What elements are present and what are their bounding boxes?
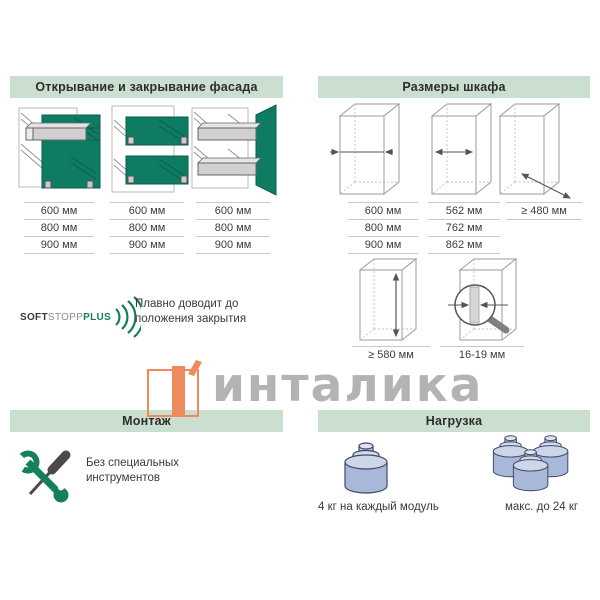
panel-thickness-magnifier-icon [448, 256, 543, 348]
table-cell: 600 мм [24, 202, 94, 219]
cabinet-depth-icon [492, 100, 580, 205]
facade-open-diagram-icon [190, 102, 290, 197]
cabinet-inner-width-table [428, 202, 500, 254]
intalika-watermark-text: инталика [212, 358, 484, 413]
cabinet-internal-width-icon [424, 100, 499, 205]
table-cell: 600 мм [196, 202, 270, 219]
table-cell: 600 мм [348, 202, 418, 219]
section-header-facade [10, 76, 283, 98]
softstopp-logo [20, 296, 141, 338]
section-title-cabinet: Размеры шкафа [402, 80, 506, 94]
table-cell: 800 мм [348, 219, 418, 236]
tools-icon [14, 446, 78, 506]
section-title-facade: Открывание и закрывание фасада [35, 80, 258, 94]
montage-note-line2: инструментов [86, 472, 160, 484]
cabinet-height-value: ≥ 580 мм [352, 346, 430, 363]
section-header-cabinet [318, 76, 590, 98]
table-cell: 600 мм [110, 202, 184, 219]
table-cell: 900 мм [196, 236, 270, 253]
panel-thickness-value: 16-19 мм [440, 346, 524, 363]
table-cell: 762 мм [428, 219, 500, 236]
table-cell: 862 мм [428, 236, 500, 253]
softstopp-note-line2: положения закрытия [135, 313, 247, 325]
softstopp-stopp: STOPP [47, 311, 84, 323]
table-cell: 562 мм [428, 202, 500, 219]
facade-width-table-2 [110, 202, 184, 254]
table-cell: 900 мм [24, 236, 94, 253]
facade-width-table-3 [196, 202, 270, 254]
table-cell: 900 мм [110, 236, 184, 253]
facade-width-table-1 [24, 202, 94, 254]
softstopp-label [20, 312, 111, 323]
montage-note-line1: Без специальных [86, 457, 180, 469]
table-cell: 800 мм [110, 219, 184, 236]
weight-icon [336, 436, 396, 498]
table-cell: 900 мм [348, 236, 418, 253]
cabinet-depth-value: ≥ 480 мм [506, 202, 582, 220]
table-cell: 800 мм [24, 219, 94, 236]
cabinet-height-icon [352, 256, 432, 348]
section-title-load: Нагрузка [425, 414, 483, 428]
facade-two-flaps-diagram-icon [104, 102, 194, 197]
load-per-module-label: 4 кг на каждый модуль [318, 501, 439, 513]
cabinet-width-table [348, 202, 418, 254]
montage-note [86, 456, 216, 486]
cabinet-external-width-icon [330, 100, 415, 205]
softstopp-note [135, 297, 275, 327]
softstopp-soft: SOFT [20, 311, 48, 323]
table-cell: 800 мм [196, 219, 270, 236]
load-max-label: макс. до 24 кг [505, 501, 579, 513]
softstopp-note-line1: Плавно доводит до [135, 298, 239, 310]
intalika-logo-icon [146, 358, 220, 420]
section-header-load [318, 410, 590, 432]
softstopp-plus: PLUS [83, 311, 111, 323]
facade-closed-diagram-icon [16, 102, 106, 197]
section-title-montage: Монтаж [122, 414, 171, 428]
weights-group-icon [486, 430, 578, 500]
